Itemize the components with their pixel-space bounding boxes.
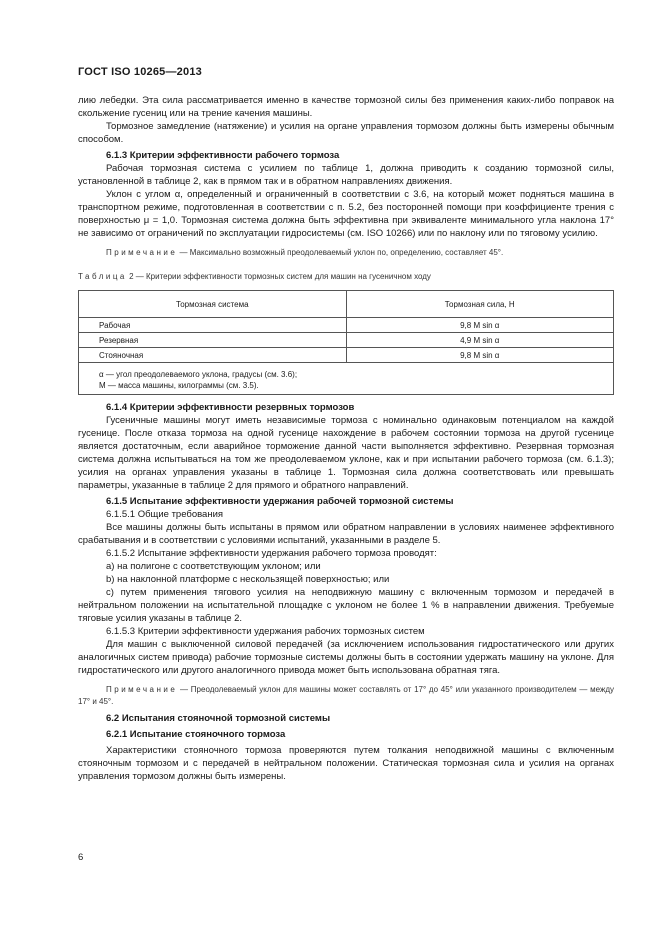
table-cell-system: Резервная — [79, 333, 347, 348]
note-2 — [78, 684, 614, 708]
list-item: c) путем применения тягового усилия на неподвижную машину с включенным тормозом и передачей в нейтральном положении на испытательной площадке с уклоном не более 1 % в направлении движения. Требуемые тяговые усилия указаны в таблице 2. — [78, 587, 614, 624]
table-cell-force: 9,8 M sin α — [346, 318, 614, 333]
subsection-heading-6-1-5-1: 6.1.5.1 Общие требования — [106, 509, 224, 520]
brake-criteria-table-wrap — [78, 290, 614, 395]
table-legend-row — [79, 363, 614, 395]
table-row — [79, 348, 614, 363]
document-body — [78, 94, 614, 783]
page-number: 6 — [78, 852, 84, 863]
document-header: ГОСТ ISO 10265—2013 — [78, 66, 202, 78]
table-caption — [78, 270, 614, 283]
table-cell-force: 9,8 M sin α — [346, 348, 614, 363]
table-cell-force: 4,9 M sin α — [346, 333, 614, 348]
note-text: — Максимально возможный преодолеваемый уклон по, определению, составляет 45°. — [177, 248, 504, 257]
paragraph: лию лебедки. Эта сила рассматривается именно в качестве тормозной силы без применения каких-либо поправок на скольжение гусениц или на трение качения машины. — [78, 95, 614, 119]
note-1 — [78, 247, 614, 259]
table-row — [79, 318, 614, 333]
table-header-row — [79, 291, 614, 318]
note-label: Примечание — [106, 685, 178, 694]
legend-line: α — угол преодолеваемого уклона, градусы (см. 3.6); — [99, 370, 298, 379]
table-caption-label: Таблица — [78, 272, 127, 281]
subsection-heading-6-1-5-3: 6.1.5.3 Критерии эффективности удержания рабочих тормозных систем — [106, 626, 425, 637]
table-cell-system: Рабочая — [79, 318, 347, 333]
table-cell-system: Стояночная — [79, 348, 347, 363]
table-legend — [79, 363, 614, 395]
note-label: Примечание — [106, 248, 178, 257]
list-item: b) на наклонной платформе с нескользящей поверхностью; или — [106, 574, 390, 585]
table-header-cell: Тормозная система — [79, 291, 347, 318]
table-header-cell: Тормозная сила, Н — [346, 291, 614, 318]
paragraph: 6.1.5.2 Испытание эффективности удержания рабочего тормоза проводят: — [106, 548, 437, 559]
brake-criteria-table — [78, 290, 614, 395]
paragraph: Тормозное замедление (натяжение) и усилия на органе управления тормозом должны быть измерены обычным способом. — [78, 121, 614, 145]
note-text: — Преодолеваемый уклон для машины может составлять от 17° до 45° или указанного производителем — между 17° и 45°. — [78, 685, 614, 706]
section-heading-6-1-3: 6.1.3 Критерии эффективности рабочего тормоза — [106, 150, 340, 161]
paragraph: Рабочая тормозная система с усилием по таблице 1, должна приводить к созданию тормозной силы, установленной в таблице 2, как в прямом так и в обратном направлениях движения. — [78, 163, 614, 187]
section-heading-6-2-1: 6.2.1 Испытание стояночного тормоза — [106, 729, 286, 740]
section-heading-6-1-5: 6.1.5 Испытание эффективности удержания рабочей тормозной системы — [106, 496, 454, 507]
section-heading-6-1-4: 6.1.4 Критерии эффективности резервных тормозов — [106, 402, 355, 413]
table-caption-text: 2 — Критерии эффективности тормозных систем для машин на гусеничном ходу — [126, 272, 431, 281]
table-row — [79, 333, 614, 348]
paragraph: Все машины должны быть испытаны в прямом или обратном направлении в условиях наименее эффективного срабатывания и в соответствии с условиями испытаний, указанными в разделе 5. — [78, 522, 614, 546]
section-heading-6-2: 6.2 Испытания стояночной тормозной системы — [106, 713, 331, 724]
paragraph: Гусеничные машины могут иметь независимые тормоза с номинально одинаковым потенциалом на каждой гусенице. После отказа тормоза на одной гусенице нахождение в рабочем состоянии тормоза на другой гусенице является достаточным, если аварийное торможение данной части выполняется эффективно. Резервная тормозная система должна испытываться на том же преодолеваемом уклоне, как и при испытании рабочего тормоза (см. 6.1.3); усилия на органах управления указаны в таблице 1. Тормозная сила должна соответствовать или превышать параметры, указанные в таблице 2 для прямого и обратного направлений. — [78, 415, 614, 491]
paragraph: Характеристики стояночного тормоза проверяются путем толкания неподвижной машины с включенным стояночным тормозом и с передачей в нейтральном положении. Статическая тормозная сила и усилия на органах управления тормозом должны быть измерены. — [78, 745, 614, 782]
paragraph: Для машин с выключенной силовой передачей (за исключением использования гидростатического или других аналогичных систем привода) рабочие тормозные системы должны быть в состоянии удержать машину на уклоне. Для гидростатического или другого аналогичного привода может быть использована обратная тяга. — [78, 639, 614, 676]
legend-line: M — масса машины, килограммы (см. 3.5). — [99, 381, 259, 390]
paragraph: Уклон с углом α, определенный и ограниченный в соответствии с 3.6, на который может подняться машина в транспортном режиме, подготовленная в соответствии с п. 5.2, без посторонней помощи при коэффициенте трения с поверхностью μ = 1,0. Тормозная система должна быть эффективна при эквиваленте минимального угла наклона 17° не зависимо от ограничений по эксплуатации гидросистемы (см. ISO 10266) или по наклону или по тяговому усилию. — [78, 189, 614, 239]
list-item: a) на полигоне с соответствующим уклоном; или — [106, 561, 321, 572]
